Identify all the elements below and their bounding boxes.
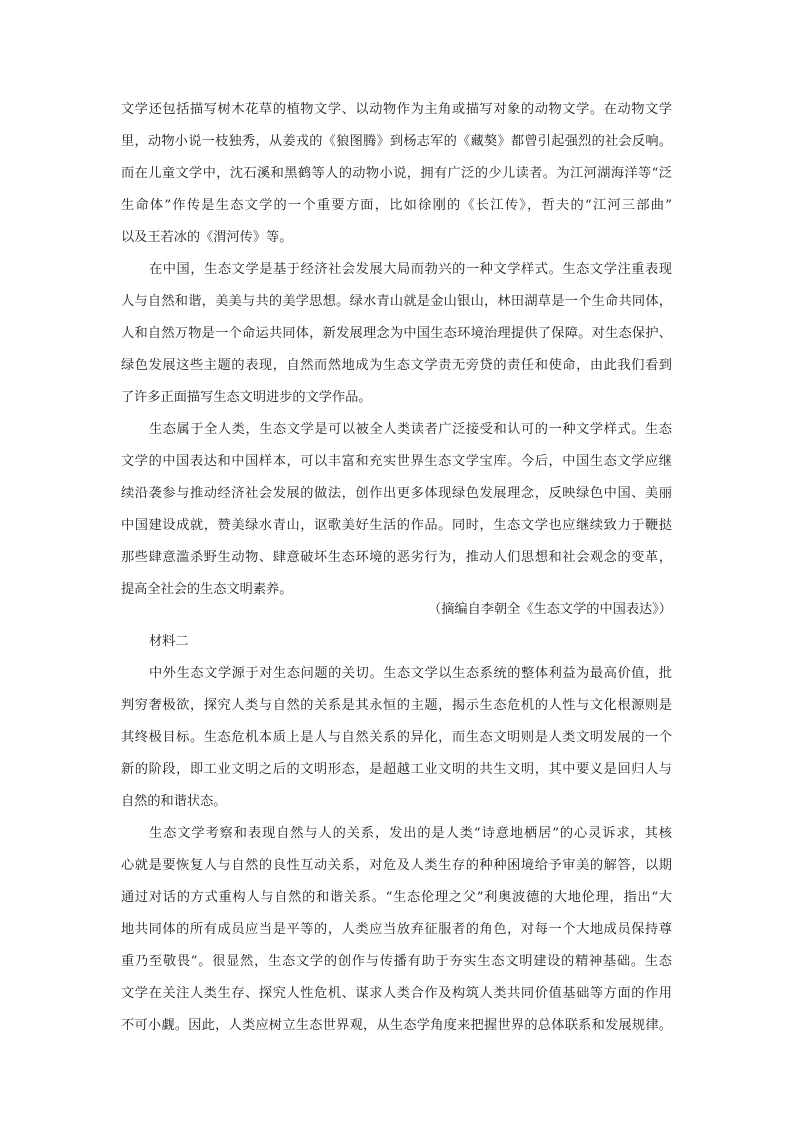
- text-line: 新的阶段，即工业文明之后的文明形态，是超越工业文明的共生文明，其中要义是回归人与: [121, 762, 672, 777]
- text-line: 而在儿童文学中，沈石溪和黑鹤等人的动物小说，拥有广泛的少儿读者。为江河湖海洋等“泛: [121, 166, 672, 181]
- text-line: 中国建设成就，赞美绿水青山，讴歌美好生活的作品。同时，生态文学也应继续致力于鞭挞: [121, 518, 672, 533]
- text-line: 其终极目标。生态危机本质上是人与自然关系的异化，而生态文明则是人类文明发展的一个: [121, 730, 672, 745]
- text-line: 提高全社会的生态文明素养。: [121, 582, 293, 597]
- text-line: 了许多正面描写生态文明进步的文学作品。: [121, 390, 372, 405]
- text-line: 在中国，生态文学是基于经济社会发展大局而勃兴的一种文学样式。生态文学注重表现: [149, 262, 672, 277]
- text-line: 中外生态文学源于对生态问题的关切。生态文学以生态系统的整体利益为最高价值，批: [149, 666, 672, 681]
- text-line: 人和自然万物是一个命运共同体，新发展理念为中国生态环境治理提供了保障。对生态保护、: [121, 326, 672, 341]
- text-line: 生态属于全人类，生态文学是可以被全人类读者广泛接受和认可的一种文学样式。生态: [149, 422, 672, 437]
- text-line: 那些肆意滥杀野生动物、肆意破坏生态环境的恶劣行为，推动人们思想和社会观念的变革，: [121, 550, 672, 565]
- text-line: 生态文学考察和表现自然与人的关系，发出的是人类“诗意地栖居”的心灵诉求，其核: [149, 826, 672, 841]
- text-line: 心就是要恢复人与自然的良性互动关系，对危及人类生存的种种困境给予审美的解答，以期: [121, 858, 672, 873]
- source-citation: （摘编自李朝全《生态文学的中国表达》）: [428, 602, 672, 617]
- text-line: 文学还包括描写树木花草的植物文学、以动物作为主角或描写对象的动物文学。在动物文学: [121, 102, 672, 117]
- text-line: 判穷奢极欲，探究人类与自然的关系是其永恒的主题，揭示生态危机的人性与文化根源则是: [121, 698, 672, 713]
- text-line: 文学的中国表达和中国样本，可以丰富和充实世界生态文学宝库。今后，中国生态文学应继: [121, 454, 672, 469]
- text-line: 自然的和谐状态。: [121, 794, 227, 809]
- text-line: 重乃至敬畏”。很显然，生态文学的创作与传播有助于夯实生态文明建设的精神基础。生态: [121, 954, 672, 969]
- text-line: 绿色发展这些主题的表现，自然而然地成为生态文学责无旁贷的责任和使命，由此我们看到: [121, 358, 672, 373]
- text-line: 生命体”作传是生态文学的一个重要方面，比如徐刚的《长江传》，哲夫的“江河三部曲”: [121, 198, 672, 213]
- text-line: 以及王若冰的《渭河传》等。: [121, 230, 293, 245]
- text-line: 文学在关注人类生存、探究人性危机、谋求人类合作及构筑人类共同价值基础等方面的作用: [121, 986, 672, 1001]
- text-line: 人与自然和谐，美美与共的美学思想。绿水青山就是金山银山，林田湖草是一个生命共同体，: [121, 294, 672, 309]
- text-line: 不可小觑。因此，人类应树立生态世界观，从生态学角度来把握世界的总体联系和发展规律。: [121, 1018, 672, 1033]
- text-line: 地共同体的所有成员应当是平等的，人类应当放弃征服者的角色，对每一个大地成员保持尊: [121, 922, 672, 937]
- text-line: 里，动物小说一枝独秀，从姜戎的《狼图腾》到杨志军的《藏獒》都曾引起强烈的社会反响。: [121, 134, 672, 149]
- text-line: 续沿袭参与推动经济社会发展的做法，创作出更多体现绿色发展理念，反映绿色中国、美丽: [121, 486, 672, 501]
- text-line: 通过对话的方式重构人与自然的和谐关系。“生态伦理之父”利奥波德的大地伦理，指出“大: [121, 890, 672, 905]
- section-heading: 材料二: [149, 634, 189, 649]
